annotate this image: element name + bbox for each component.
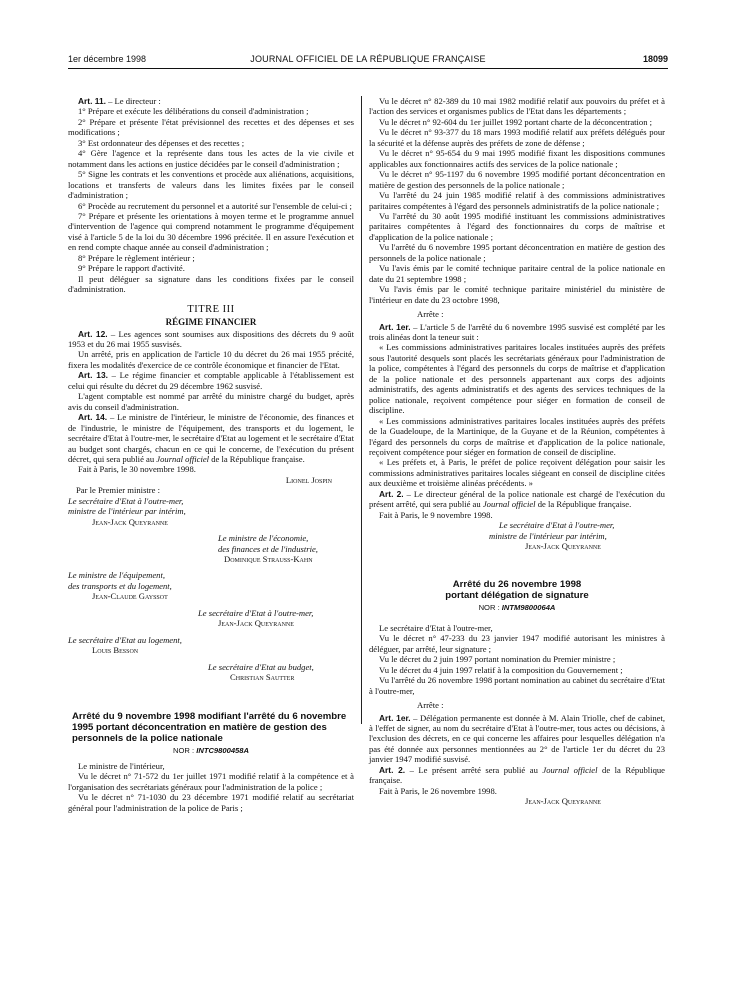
arrete-paragraph: Le ministre de l'intérieur,: [78, 761, 165, 772]
vu-paragraph: Vu le décret n° 95-654 du 9 mai 1995 modifié fixant les dispositions communes applicables aux fonctionnaires actifs des services de la police nationale ;: [369, 148, 665, 169]
article-1: Art. 1er. – L'article 5 de l'arrêté du 6 novembre 1995 susvisé est complété par les trois alinéas dont la teneur suit :: [369, 321, 665, 342]
arrete-label: Arrête :: [417, 309, 444, 320]
signatory-block: Le secrétaire d'Etat à l'outre-mer, Jean-Jack Queyranne: [198, 607, 314, 629]
regime-heading: RÉGIME FINANCIER: [165, 317, 257, 328]
vu-paragraph: Vu l'avis émis par le comité technique paritaire ministériel du ministère de l'intérieur en date du 23 octobre 1998,: [369, 284, 665, 305]
vu-paragraph: Vu le décret n° 95-1197 du 6 novembre 1995 modifié portant déconcentration en matière de gestion des personnels de la police nationale ;: [369, 169, 665, 190]
par-premier-ministre: Par le Premier ministre :: [76, 485, 161, 496]
arrete-paragraph: Vu le décret n° 47-233 du 23 janvier 1947 modifié autorisant les ministres à déléguer, par arrêté, leur signature ;: [369, 633, 665, 654]
arrete-title: Arrêté du 9 novembre 1998 modifiant l'arrêté du 6 novembre 1995 portant déconcentration en matière de gestion des personnels de la police nationale: [72, 710, 347, 744]
signatory-block: Le ministre de l'économie, des finances et de l'industrie, Dominique Strauss-Kahn: [218, 533, 318, 565]
signature-date: Fait à Paris, le 9 novembre 1998.: [379, 509, 493, 520]
header-journal-title: JOURNAL OFFICIEL DE LA RÉPUBLIQUE FRANÇAISE: [250, 54, 486, 64]
vu-paragraph: Vu le décret n° 82-389 du 10 mai 1982 modifié relatif aux pouvoirs du préfet et à l'action des services et organismes publics de l'Etat dans les départements ;: [369, 96, 665, 117]
quote-paragraph: « Les préfets et, à Paris, le préfet de police reçoivent délégation pour saisir les commissions administratives paritaires locales siégeant en conseil de discipline citées aux deuxième et troisième alinéas précédents. »: [369, 457, 665, 489]
signatory-block: Le secrétaire d'Etat à l'outre-mer, ministre de l'intérieur par intérim, Jean-Jack Queyranne: [68, 495, 186, 527]
nor-reference: NOR : INTM9800064A: [478, 603, 556, 613]
signature-pm: Lionel Jospin: [285, 474, 332, 485]
article-11-item: 6° Procède au recrutement du personnel et a autorité sur l'ensemble de celui-ci ;: [78, 200, 352, 211]
vu-paragraph: Vu l'arrêté du 6 novembre 1995 portant déconcentration en matière de gestion des personnels de la police nationale ;: [369, 242, 665, 263]
header-date: 1er décembre 1998: [68, 54, 147, 64]
article-11-item: 3° Est ordonnateur des dépenses et des recettes ;: [78, 137, 245, 148]
article-13: Art. 13. – Le régime financier et comptable applicable à l'établissement est celui qui résulte du décret du 29 décembre 1962 susvisé.: [68, 370, 354, 391]
article-11-item: 5° Signe les contrats et les conventions et procède aux aliénations, acquisitions, locations et transferts de valeurs dans les limites fixées par le conseil d'administration ;: [68, 169, 354, 201]
left-column: [68, 96, 354, 813]
article-11-item: 8° Prépare le règlement intérieur ;: [78, 252, 195, 263]
signature-date: Fait à Paris, le 30 novembre 1998.: [78, 464, 196, 475]
article-14: Art. 14. – Le ministre de l'intérieur, le ministre de l'économie, des finances et de l'industrie, le ministre de l'équipement, des transports et du logement, le secrétaire d'Etat à l'outre-mer, le secrétaire d'Etat au logement et le secrétaire d'Etat au budget sont chargés, chacun en ce qui le concerne, de l'exécution du présent décret, qui sera publié au Journal officiel de la République française.: [68, 412, 354, 464]
article-11-item: 7° Prépare et présente les orientations à moyen terme et le programme annuel d'intervention de l'agence qui comprend notamment le programme d'équipement visé à l'article 5 de la loi du 30 décembre 1996 précitée. Il en assure l'exécution et en rend compte chaque année au conseil d'administration ;: [68, 210, 354, 253]
vu-paragraph: Vu l'avis émis par le comité technique paritaire central de la police nationale en date du 21 septembre 1998 ;: [369, 263, 665, 284]
arrete-paragraph: Vu l'arrêté du 26 novembre 1998 portant nomination au cabinet du secrétaire d'Etat à l'outre-mer,: [369, 675, 665, 696]
signatory-block: Le secrétaire d'Etat à l'outre-mer, ministre de l'intérieur par intérim, Jean-Jack Queyranne: [489, 520, 615, 552]
article-11: Art. 11. – Le directeur :: [78, 96, 161, 106]
vu-paragraph: Vu le décret n° 92-604 du 1er juillet 1992 portant charte de la déconcentration ;: [379, 116, 653, 127]
arrete-paragraph: Vu le décret du 2 juin 1997 portant nomination du Premier ministre ;: [379, 654, 616, 665]
signatory-block: Le secrétaire d'Etat au budget, Christian Sautter: [208, 661, 314, 683]
article-11-item: 9° Prépare le rapport d'activité.: [78, 263, 185, 274]
article-11-item: 1° Prépare et exécute les délibérations du conseil d'administration ;: [78, 106, 309, 117]
arrete-paragraph: Vu le décret n° 71-1030 du 23 décembre 1971 modifié relatif au secrétariat général pour l'administration de la police de Paris ;: [68, 792, 354, 813]
signatory-block: Le secrétaire d'Etat au logement, Louis Besson: [68, 634, 182, 656]
arrete-label: Arrête :: [417, 700, 444, 711]
article-12-paragraph: Un arrêté, pris en application de l'article 10 du décret du 26 mai 1955 précité, fixera les modalités d'exercice de ce contrôle économique et financier de l'Etat.: [68, 349, 354, 370]
article-2: Art. 2. – Le présent arrêté sera publié au Journal officiel de la République française.: [369, 764, 665, 786]
vu-paragraph: Vu le décret n° 93-377 du 18 mars 1993 modifié relatif aux préfets délégués pour la sécurité et la défense auprès des préfets de zone de défense ;: [369, 127, 665, 148]
article-12: Art. 12. – Les agences sont soumises aux dispositions des décrets du 9 août 1953 et du 26 mai 1955 susvisés.: [68, 328, 354, 349]
arrete-paragraph: Vu le décret n° 71-572 du 1er juillet 1971 modifié relatif à la compétence et à l'organisation des secrétariats généraux pour l'administration de la police ;: [68, 771, 354, 792]
signatory-block: Le ministre de l'équipement, des transports et du logement, Jean-Claude Gayssot: [68, 570, 172, 602]
page-header: [68, 54, 668, 68]
arrete-title: Arrêté du 26 novembre 1998 portant délégation de signature: [445, 579, 589, 602]
signature-date: Fait à Paris, le 26 novembre 1998.: [379, 785, 497, 796]
article-11-item: 2° Prépare et présente l'état prévisionnel des recettes et des dépenses et ses modifications ;: [68, 116, 354, 138]
quote-paragraph: « Les commissions administratives paritaires locales instituées auprès des préfets sous l'autorité desquels sont placés les secrétariats généraux pour l'administration de la police, compétentes à l'égard des personnels du corps de maîtrise et d'application de la police nationale et des personnels appartenant aux corps des adjoints administratifs, des agents administratifs et des agents des services techniques de la police nationale, reçoivent compétence pour siéger en formation de conseil de discipline.: [369, 342, 665, 416]
article-13-paragraph: L'agent comptable est nommé par arrêté du ministre chargé du budget, après avis du conseil d'administration.: [68, 391, 354, 412]
article-2: Art. 2. – Le directeur général de la police nationale est chargé de l'exécution du présent arrêté, qui sera publié au Journal officiel de la République française.: [369, 488, 665, 510]
header-rule: [68, 68, 668, 69]
nor-reference: NOR : INTC9800458A: [173, 745, 249, 755]
quote-paragraph: « Les commissions administratives paritaires locales instituées auprès des préfets de la Guadeloupe, de la Martinique, de la Guyane et de la Réunion, compétentes à l'égard des personnels du corps de maîtrise et d'application de la police nationale, reçoivent compétence pour siéger en formation de conseil de discipline.: [369, 415, 665, 457]
signature-name: Jean-Jack Queyranne: [525, 796, 601, 807]
right-column: [369, 96, 665, 807]
arrete-paragraph: Le secrétaire d'Etat à l'outre-mer,: [379, 622, 493, 633]
article-11-item: 4° Gère l'agence et la représente dans tous les actes de la vie civile et notamment dans les actions en justice décidées par le conseil d'administration ;: [68, 148, 354, 169]
delegation-paragraph: Il peut déléguer sa signature dans les conditions fixées par le conseil d'administration.: [68, 273, 354, 295]
titre-heading: TITRE III: [187, 303, 235, 315]
header-page-number: 18099: [642, 54, 668, 64]
vu-paragraph: Vu l'arrêté du 24 juin 1985 modifié relatif à des commissions administratives paritaires compétentes à l'égard des personnels administratifs de la police nationale ;: [369, 190, 665, 211]
vu-paragraph: Vu l'arrêté du 30 août 1995 modifié instituant les commissions administratives paritaires compétentes à l'égard des fonctionnaires du corps de maîtrise et d'application de la police nationale ;: [369, 210, 665, 242]
arrete-paragraph: Vu le décret du 4 juin 1997 relatif à la composition du Gouvernement ;: [379, 664, 623, 675]
column-divider: [361, 96, 362, 724]
article-1: Art. 1er. – Délégation permanente est donnée à M. Alain Triolle, chef de cabinet, à l'effet de signer, au nom du secrétaire d'Etat à l'outre-mer, tous actes ou décisions, à l'exclusion des décrets, en ce qui concerne les affaires pour lesquelles délégation n'a pas été donnée aux personnes mentionnées au 2° de l'article 1er du décret du 23 janvier 1947 modifié susvisé.: [369, 712, 665, 765]
